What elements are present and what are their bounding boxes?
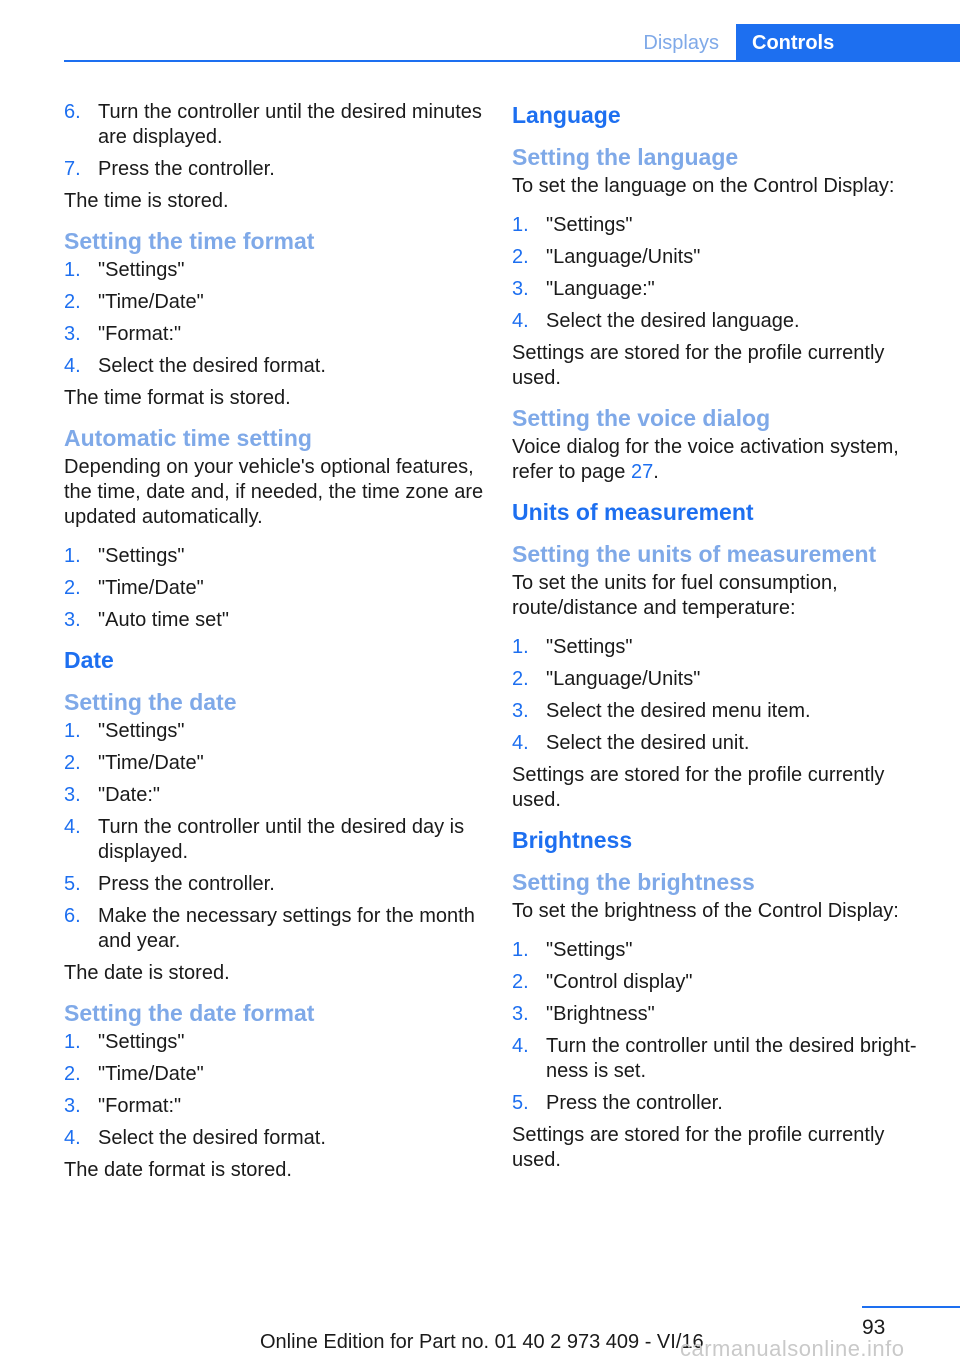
- voice-desc-end: .: [653, 461, 659, 483]
- step-number: 1.: [64, 259, 81, 281]
- page-reference-link[interactable]: 27: [630, 461, 654, 483]
- step-text: Make the necessary settings for the month and year.: [98, 905, 475, 952]
- time-stored-text: The time is stored.: [64, 190, 229, 212]
- voice-dialog-description: [512, 435, 932, 485]
- list-item: [512, 309, 932, 334]
- language-stored-text: Settings are stored for the profile currently used.: [512, 342, 885, 389]
- step-text: Select the desired format.: [98, 355, 326, 377]
- step-number: 7.: [64, 158, 81, 180]
- list-item: [512, 699, 932, 724]
- date-heading: Date: [64, 647, 114, 673]
- section-tab-controls[interactable]: Controls: [736, 24, 960, 60]
- step-number: 3.: [512, 700, 529, 722]
- step-text: "Time/Date": [98, 1063, 204, 1085]
- step-number: 1.: [512, 939, 529, 961]
- list-item: [64, 1062, 484, 1087]
- list-item: [64, 322, 484, 347]
- brightness-steps: [512, 938, 932, 1116]
- step-text: "Format:": [98, 1095, 182, 1117]
- step-number: 3.: [64, 323, 81, 345]
- step-text: Turn the controller until the desired brightness is set.: [546, 1035, 917, 1082]
- step-text: "Settings": [546, 214, 633, 236]
- step-number: 1.: [512, 214, 529, 236]
- list-item: [64, 544, 484, 569]
- set-date-heading: Setting the date: [64, 689, 237, 715]
- step-text: Select the desired language.: [546, 310, 800, 332]
- step-text: Select the desired menu item.: [546, 700, 811, 722]
- set-units-description: To set the units for fuel consumption, route/distance and temperature:: [512, 572, 838, 619]
- list-item: [512, 213, 932, 238]
- step-text: Press the controller.: [98, 873, 275, 895]
- watermark: carmanualsonline.info: [680, 1336, 905, 1361]
- step-number: 3.: [64, 1095, 81, 1117]
- step-number: 4.: [512, 310, 529, 332]
- list-item: [64, 1030, 484, 1055]
- step-text: "Settings": [98, 259, 185, 281]
- list-item: [64, 258, 484, 283]
- step-text: "Settings": [546, 636, 633, 658]
- list-item: [64, 100, 484, 150]
- voice-dialog-heading: Setting the voice dialog: [512, 405, 771, 431]
- intro-steps: [64, 100, 484, 182]
- auto-time-heading: Automatic time setting: [64, 425, 312, 451]
- step-number: 4.: [64, 355, 81, 377]
- page-number: 93: [862, 1316, 886, 1339]
- list-item: [512, 245, 932, 270]
- language-heading: Language: [512, 102, 621, 128]
- time-format-steps: [64, 258, 484, 379]
- section-tab-displays[interactable]: Displays: [643, 32, 719, 54]
- step-number: 5.: [64, 873, 81, 895]
- date-format-stored-text: The date format is stored.: [64, 1159, 292, 1181]
- step-text: "Language/Units": [546, 246, 701, 268]
- date-stored-text: The date is stored.: [64, 962, 230, 984]
- step-text: Turn the controller until the desired day is displayed.: [98, 816, 465, 863]
- list-item: [64, 815, 484, 865]
- list-item: [64, 719, 484, 744]
- step-text: Press the controller.: [98, 158, 275, 180]
- language-steps: [512, 213, 932, 334]
- step-number: 3.: [64, 784, 81, 806]
- step-number: 1.: [64, 545, 81, 567]
- step-text: "Auto time set": [98, 609, 229, 631]
- step-text: "Time/Date": [98, 577, 204, 599]
- step-text: "Date:": [98, 784, 161, 806]
- step-number: 4.: [64, 816, 81, 838]
- list-item: [64, 872, 484, 897]
- step-text: "Time/Date": [98, 291, 204, 313]
- step-number: 1.: [64, 720, 81, 742]
- header-rule: [64, 60, 960, 62]
- list-item: [512, 938, 932, 963]
- step-text: "Control display": [546, 971, 693, 993]
- step-number: 2.: [512, 668, 529, 690]
- step-number: 1.: [512, 636, 529, 658]
- list-item: [512, 1091, 932, 1116]
- list-item: [64, 1094, 484, 1119]
- list-item: [64, 904, 484, 954]
- step-number: 1.: [64, 1031, 81, 1053]
- step-number: 4.: [64, 1127, 81, 1149]
- date-format-heading: Setting the date format: [64, 1000, 315, 1026]
- units-heading: Units of measurement: [512, 499, 754, 525]
- edition-line: Online Edition for Part no. 01 40 2 973 409 - VI/16: [260, 1331, 704, 1353]
- step-text: Select the desired unit.: [546, 732, 750, 754]
- step-number: 6.: [64, 101, 81, 123]
- list-item: [512, 667, 932, 692]
- time-format-heading: Setting the time format: [64, 228, 315, 254]
- set-language-description: To set the language on the Control Display:: [512, 175, 895, 197]
- step-text: "Settings": [98, 720, 185, 742]
- step-text: Turn the controller until the desired minutes are displayed.: [98, 101, 482, 148]
- list-item: [64, 1126, 484, 1151]
- step-text: Press the controller.: [546, 1092, 723, 1114]
- footer-rule: [862, 1306, 960, 1308]
- list-item: [64, 751, 484, 776]
- right-column: [512, 100, 932, 1180]
- units-stored-text: Settings are stored for the profile currently used.: [512, 764, 885, 811]
- voice-desc-text: Voice dialog for the voice activation system, refer to page: [512, 436, 899, 483]
- auto-time-description: Depending on your vehicle's optional features, the time, date and, if needed, the time zone are updated automatically.: [64, 456, 484, 528]
- list-item: [64, 783, 484, 808]
- list-item: [512, 970, 932, 995]
- list-item: [64, 157, 484, 182]
- step-text: "Settings": [546, 939, 633, 961]
- step-number: 3.: [512, 278, 529, 300]
- step-text: "Brightness": [546, 1003, 655, 1025]
- step-number: 2.: [512, 246, 529, 268]
- set-units-heading: Setting the units of measurement: [512, 541, 877, 567]
- step-number: 2.: [64, 291, 81, 313]
- time-format-stored-text: The time format is stored.: [64, 387, 291, 409]
- brightness-heading: Brightness: [512, 827, 633, 853]
- step-number: 2.: [64, 1063, 81, 1085]
- date-format-steps: [64, 1030, 484, 1151]
- left-column: [64, 100, 484, 1190]
- auto-time-steps: [64, 544, 484, 633]
- list-item: [64, 608, 484, 633]
- step-text: "Time/Date": [98, 752, 204, 774]
- step-text: "Settings": [98, 1031, 185, 1053]
- list-item: [64, 354, 484, 379]
- units-steps: [512, 635, 932, 756]
- step-number: 2.: [64, 577, 81, 599]
- step-text: "Language/Units": [546, 668, 701, 690]
- list-item: [512, 731, 932, 756]
- step-number: 5.: [512, 1092, 529, 1114]
- step-text: "Settings": [98, 545, 185, 567]
- set-date-steps: [64, 719, 484, 954]
- set-brightness-description: To set the brightness of the Control Display:: [512, 900, 899, 922]
- step-number: 6.: [64, 905, 81, 927]
- step-number: 2.: [64, 752, 81, 774]
- list-item: [512, 277, 932, 302]
- brightness-stored-text: Settings are stored for the profile currently used.: [512, 1124, 885, 1171]
- set-brightness-heading: Setting the brightness: [512, 869, 755, 895]
- step-text: "Language:": [546, 278, 655, 300]
- step-number: 2.: [512, 971, 529, 993]
- list-item: [64, 290, 484, 315]
- page-header: [0, 0, 960, 62]
- set-language-heading: Setting the language: [512, 144, 739, 170]
- step-number: 3.: [512, 1003, 529, 1025]
- list-item: [512, 1002, 932, 1027]
- step-number: 4.: [512, 1035, 529, 1057]
- list-item: [512, 1034, 932, 1084]
- step-number: 3.: [64, 609, 81, 631]
- list-item: [512, 635, 932, 660]
- step-number: 4.: [512, 732, 529, 754]
- step-text: Select the desired format.: [98, 1127, 326, 1149]
- list-item: [64, 576, 484, 601]
- step-text: "Format:": [98, 323, 182, 345]
